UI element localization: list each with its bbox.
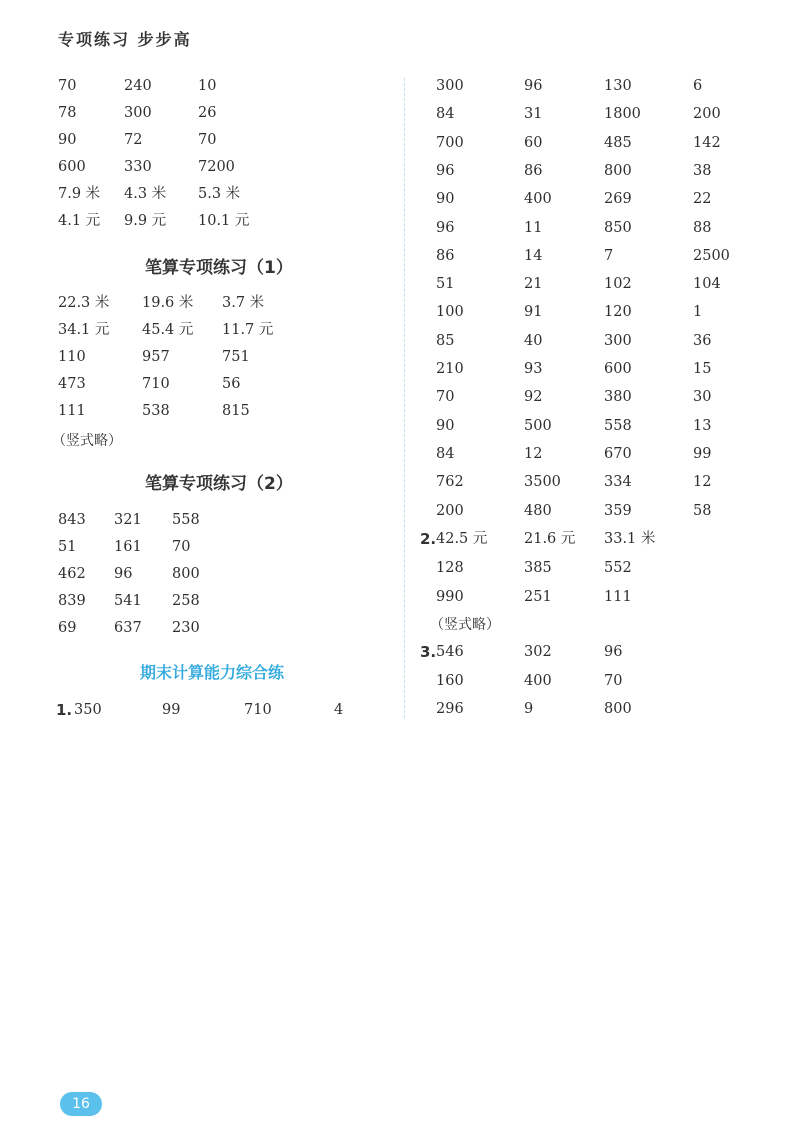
answer-value: 70 [58,78,77,94]
answer-value: 546 [436,644,464,660]
answer-value: 51 [58,539,77,555]
answer-value: 93 [524,361,543,377]
answer-value: 670 [604,445,632,462]
answer-value: 4 [334,702,344,718]
page-number-badge: 16 [60,1092,102,1116]
answer-value: 78 [58,105,77,121]
answer-value: 990 [436,589,464,605]
answer-value: 15 [693,361,712,377]
answer-value: 85 [436,332,455,349]
answer-value: 558 [172,512,200,528]
answer-value: 96 [114,566,133,582]
question-number: 3. [420,643,437,661]
answer-value: 3500 [524,474,561,491]
answer-value: 751 [222,349,250,365]
answer-value: 7.9 米 [58,186,101,202]
answer-value: 100 [436,304,464,321]
answer-value: 334 [604,474,632,491]
section-title: 期末计算能力综合练 [140,663,285,682]
answer-value: 10 [198,78,217,94]
answer-value: 90 [436,417,455,434]
answer-value: 600 [604,361,632,377]
answer-value: 462 [58,566,86,582]
cut-off-header: 专项练习 步步高 [58,30,192,49]
answer-value: 130 [604,78,632,94]
question-number: 1. [56,701,73,719]
answer-value: 558 [604,417,632,434]
answer-value: 12 [524,445,543,462]
vertical-omitted-note: （竖式略） [52,433,122,449]
answer-value: 86 [436,247,455,264]
answer-value: 86 [524,162,543,179]
answer-value: 6 [693,78,703,94]
answer-value: 120 [604,304,632,321]
answer-value: 385 [524,560,552,576]
answer-value: 90 [436,191,455,208]
answer-value: 31 [524,106,543,123]
answer-value: 36 [693,332,712,349]
answer-value: 1 [693,304,703,321]
answer-value: 380 [604,389,632,406]
answer-value: 11.7 元 [222,322,274,338]
answer-value: 99 [162,702,181,718]
answer-value: 300 [436,78,464,94]
answer-value: 22 [693,191,712,208]
answer-value: 110 [58,349,86,365]
answer-value: 99 [693,445,712,462]
answer-value: 19.6 米 [142,295,194,311]
answer-value: 13 [693,417,712,434]
answer-value: 128 [436,560,464,576]
answer-value: 321 [114,512,142,528]
answer-value: 400 [524,672,552,689]
answer-value: 42.5 元 [436,531,488,547]
answer-value: 700 [436,134,464,151]
answer-value: 762 [436,474,464,491]
answer-value: 3.7 米 [222,295,265,311]
answer-value: 51 [436,276,455,293]
answer-value: 69 [58,620,77,636]
answer-value: 7 [604,247,614,264]
answer-value: 480 [524,502,552,519]
answer-value: 538 [142,403,170,419]
answer-value: 58 [693,502,712,519]
answer-value: 30 [693,389,712,406]
answer-value: 200 [693,106,721,123]
answer-value: 96 [604,644,623,660]
answer-value: 40 [524,332,543,349]
question-number: 2. [420,530,437,548]
answer-value: 92 [524,389,543,406]
answer-value: 11 [524,219,543,236]
answer-value: 251 [524,589,552,605]
answer-value: 33.1 米 [604,531,656,547]
answer-value: 258 [172,593,200,609]
answer-value: 38 [693,162,712,179]
answer-value: 88 [693,219,712,236]
answer-value: 800 [172,566,200,582]
answer-value: 102 [604,276,632,293]
answer-value: 45.4 元 [142,322,194,338]
answer-value: 350 [74,702,102,718]
answer-value: 72 [124,132,143,148]
answer-value: 330 [124,159,152,175]
answer-value: 104 [693,276,721,293]
answer-value: 161 [114,539,142,555]
answer-value: 302 [524,644,552,660]
answer-value: 26 [198,105,217,121]
answer-value: 14 [524,247,543,264]
answer-value: 4.1 元 [58,213,101,229]
answer-value: 91 [524,304,543,321]
section-title: 笔算专项练习（1） [145,258,293,278]
answer-value: 84 [436,445,455,462]
answer-value: 96 [436,162,455,179]
answer-value: 210 [436,361,464,377]
answer-value: 12 [693,474,712,491]
answer-value: 7200 [198,159,235,175]
answer-value: 70 [198,132,217,148]
answer-value: 9 [524,701,534,717]
answer-value: 850 [604,219,632,236]
answer-value: 541 [114,593,142,609]
answer-value: 269 [604,191,632,208]
answer-value: 230 [172,620,200,636]
answer-value: 300 [604,332,632,349]
answer-value: 815 [222,403,250,419]
answer-value: 843 [58,512,86,528]
answer-value: 84 [436,106,455,123]
answer-value: 111 [604,589,632,605]
answer-value: 142 [693,134,721,151]
answer-value: 600 [58,159,86,175]
answer-value: 200 [436,502,464,519]
answer-value: 400 [524,191,552,208]
answer-value: 60 [524,134,543,151]
answer-value: 160 [436,672,464,689]
answer-value: 296 [436,701,464,717]
answer-value: 9.9 元 [124,213,167,229]
answer-value: 710 [244,702,272,718]
answer-value: 710 [142,376,170,392]
answer-value: 800 [604,162,632,179]
answer-value: 552 [604,560,632,576]
column-divider [404,78,405,718]
answer-value: 300 [124,105,152,121]
answer-value: 56 [222,376,241,392]
answer-value: 359 [604,502,632,519]
answer-value: 70 [172,539,191,555]
answer-value: 473 [58,376,86,392]
answer-value: 70 [604,672,623,689]
answer-value: 4.3 米 [124,186,167,202]
answer-value: 10.1 元 [198,213,250,229]
answer-value: 2500 [693,247,730,264]
answer-value: 90 [58,132,77,148]
answer-value: 957 [142,349,170,365]
answer-value: 22.3 米 [58,295,110,311]
answer-value: 637 [114,620,142,636]
answer-value: 111 [58,403,86,419]
answer-value: 500 [524,417,552,434]
answer-value: 240 [124,78,152,94]
answer-value: 34.1 元 [58,322,110,338]
answer-value: 96 [524,78,543,94]
vertical-omitted-note: （竖式略） [430,617,500,633]
answer-value: 485 [604,134,632,151]
answer-value: 5.3 米 [198,186,241,202]
section-title: 笔算专项练习（2） [145,474,293,494]
answer-value: 800 [604,701,632,717]
answer-value: 839 [58,593,86,609]
answer-value: 96 [436,219,455,236]
answer-value: 70 [436,389,455,406]
answer-value: 1800 [604,106,641,123]
answer-value: 21 [524,276,543,293]
answer-value: 21.6 元 [524,531,576,547]
